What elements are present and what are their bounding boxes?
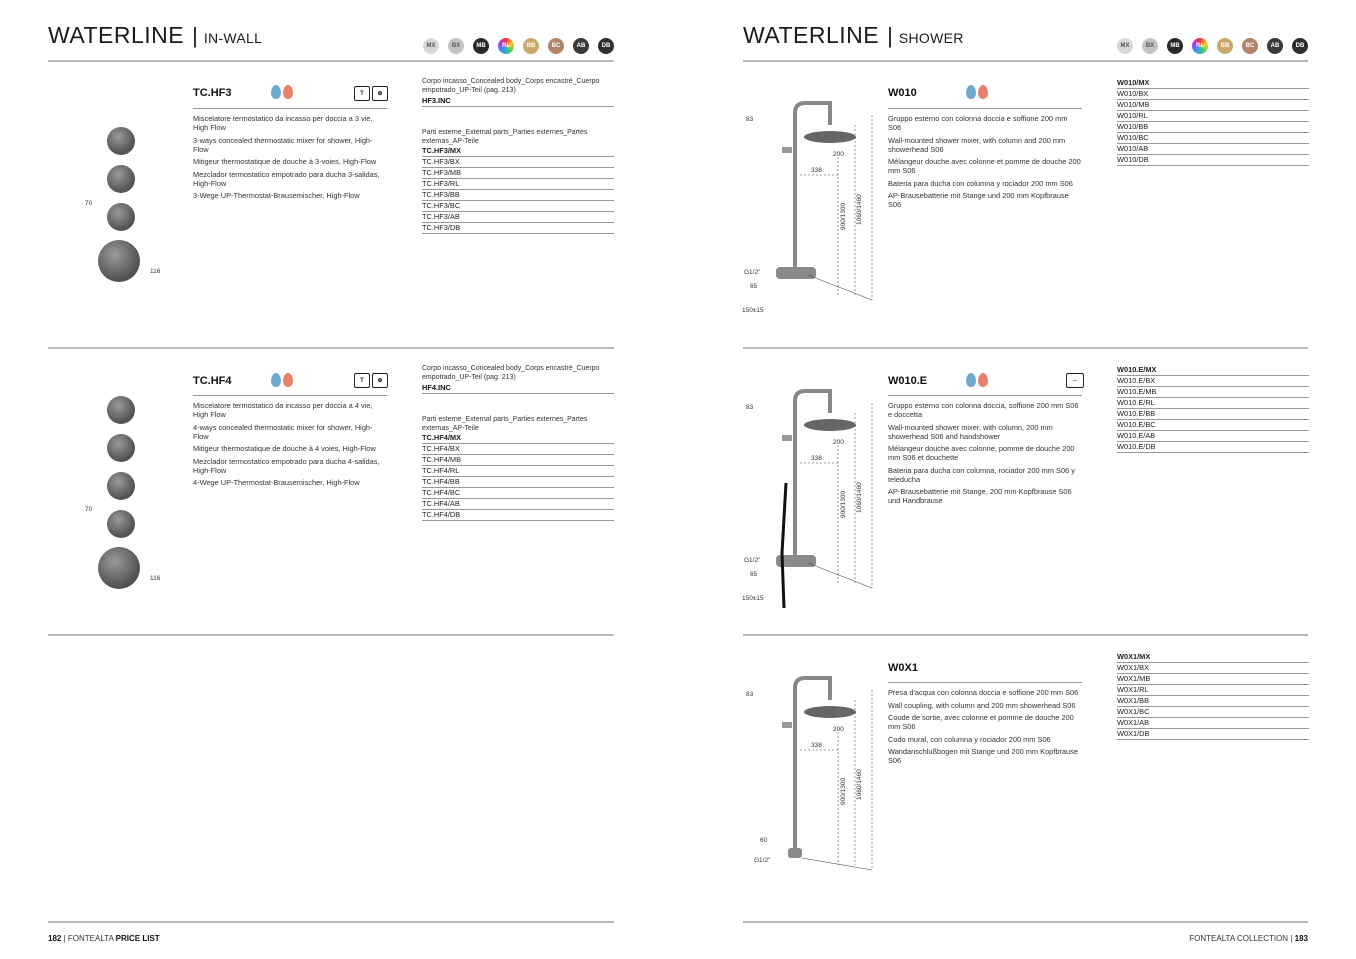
code-row: TC.HF3/AB [422, 212, 614, 223]
code-row: TC.HF3/MX [422, 146, 614, 157]
finish-swatch-rl: RL [1192, 38, 1208, 54]
dimension-label: 60 [760, 837, 768, 844]
dimension-label: 1060/1460 [856, 482, 863, 513]
dimension-label: 200 [833, 726, 844, 733]
dimension-label: 338 [811, 455, 822, 462]
section-subtitle: IN-WALL [203, 30, 263, 46]
parts-list [422, 78, 614, 234]
code-list [1117, 365, 1309, 453]
code-row: W010/BB [1117, 122, 1309, 133]
finish-swatch-db: DB [1292, 38, 1308, 54]
product-description [888, 108, 1082, 213]
knob-image [98, 240, 140, 282]
code-row: TC.HF4/BX [422, 444, 614, 455]
concealed-code: HF3.INC [422, 95, 614, 107]
cold-drop-icon [271, 373, 281, 387]
code-row: W010.E/BX [1117, 376, 1309, 387]
description-es: Mezclador termostatico empotrado para ducha 4-salidas, High-Flow [193, 456, 380, 475]
product-code: W010 [888, 87, 917, 99]
footer-separator: | [63, 934, 66, 943]
code-row: W0X1/AB [1117, 718, 1309, 729]
code-row: W010.E/MX [1117, 365, 1309, 376]
product-code: TC.HF4 [193, 375, 232, 387]
concealed-code: HF4.INC [422, 382, 614, 394]
footer-divider [48, 921, 614, 923]
description-it: Gruppo esterno con colonna doccia, soffione 200 mm S06 e doccetta [888, 401, 1079, 419]
code-row: TC.HF4/BC [422, 488, 614, 499]
code-row: W010.E/DB [1117, 442, 1309, 453]
code-row: W0X1/MB [1117, 674, 1309, 685]
finish-swatch-bx: BX [448, 38, 464, 54]
dimension-label: G1/2" [744, 557, 761, 564]
description-en: Wall-mounted shower mixer, with column and 200 mm showerhead S06 [888, 135, 1066, 154]
description-en: 4-ways concealed thermostatic mixer for shower, High-Flow [193, 422, 373, 441]
footer-divider [743, 921, 1308, 923]
mixer-drawing [80, 120, 180, 290]
footer-title: PRICE LIST [115, 934, 160, 943]
knob-image [107, 165, 135, 193]
hot-cold-icon [271, 373, 293, 387]
footer-brand: FONTEALTA [67, 934, 114, 943]
shower-drawing [738, 670, 888, 880]
diverter-badge-icon: ⊕ [372, 86, 388, 101]
brand-title: WATERLINE [48, 22, 185, 48]
description-es: Codo mural, con columna y rociador 200 mm S06 [888, 734, 1051, 744]
code-row: W010/RL [1117, 111, 1309, 122]
finish-swatch-bc: BC [1242, 38, 1258, 54]
dimension-label: G1/2" [754, 857, 771, 864]
description-it: Gruppo esterno con colonna doccia e soffione 200 mm S06 [888, 114, 1068, 132]
knob-image [98, 547, 140, 589]
diverter-badge-icon: ⊕ [372, 373, 388, 388]
finish-swatch-bx: BX [1142, 38, 1158, 54]
code-row: W0X1/MX [1117, 652, 1309, 663]
dimension-label: 338 [811, 167, 822, 174]
code-row: TC.HF3/DB [422, 223, 614, 234]
code-row: W010/DB [1117, 155, 1309, 166]
dimension-label: 900/1300 [840, 490, 847, 518]
right-page [678, 0, 1356, 959]
description-it: Miscelatore termostatico da incasso per doccia a 3 vie, High Flow [193, 114, 373, 132]
cold-drop-icon [271, 85, 281, 99]
finish-swatch-ab: AB [573, 38, 589, 54]
finish-swatch-mx: MX [1117, 38, 1133, 54]
dimension-label: 116 [150, 268, 161, 275]
hot-drop-icon [978, 373, 988, 387]
code-row: TC.HF3/RL [422, 179, 614, 190]
cold-drop-icon [966, 85, 976, 99]
header-separator: | [192, 23, 198, 48]
page-number: 182 [48, 934, 62, 943]
description-en: Wall-mounted shower mixer, with column, 200 mm showerhead S06 and handshower [888, 422, 1053, 441]
hot-cold-icon [271, 85, 293, 99]
code-row: W0X1/BC [1117, 707, 1309, 718]
code-row: W010/BX [1117, 89, 1309, 100]
header-separator: | [887, 23, 893, 48]
hot-cold-icon [966, 85, 988, 99]
product-code: TC.HF3 [193, 87, 232, 99]
code-row: W010.E/MB [1117, 387, 1309, 398]
product-description [888, 682, 1082, 769]
footer-brand: FONTEALTA COLLECTION [1189, 934, 1289, 943]
description-it: Miscelatore termostatico da incasso per doccia a 4 vie, High Flow [193, 401, 373, 419]
description-de: 4-Wege UP-Thermostat-Brausemischer, High-Flow [193, 478, 360, 487]
external-caption: Parti esterne_External parts_Parties externes_Partes externas_AP-Teile [422, 129, 588, 145]
description-de: AP-Brausebatterie mit Stange und 200 mm Kopfbrause S06 [888, 191, 1069, 209]
footer-separator: | [1290, 934, 1293, 943]
dimension-label: 70 [85, 506, 93, 513]
code-row: TC.HF3/BX [422, 157, 614, 168]
cold-drop-icon [966, 373, 976, 387]
product-description [888, 395, 1082, 509]
parts-list [422, 365, 614, 521]
dimension-label: 83 [746, 691, 754, 698]
finish-swatch-rl: RL [498, 38, 514, 54]
code-row: W010.E/RL [1117, 398, 1309, 409]
finish-swatch-mx: MX [423, 38, 439, 54]
code-row: W010.E/BC [1117, 420, 1309, 431]
dimension-label: 83 [746, 404, 754, 411]
code-row: W010/AB [1117, 144, 1309, 155]
right-header [743, 22, 964, 52]
header-divider [48, 60, 614, 62]
code-row: W010.E/BB [1117, 409, 1309, 420]
code-row: TC.HF3/BB [422, 190, 614, 201]
description-fr: Coude de sortie, avec colonne et pomme de douche 200 mm S06 [888, 713, 1074, 731]
concealed-caption: Corpo incasso_Concealed body_Corps encastré_Cuerpo empotrado_UP-Teil (pag. 213) [422, 78, 600, 94]
code-row: TC.HF3/BC [422, 201, 614, 212]
finish-swatch-bc: BC [548, 38, 564, 54]
thermostatic-badge-icon: T [354, 373, 370, 388]
dimension-label: 65 [750, 283, 758, 290]
finish-swatch-db: DB [598, 38, 614, 54]
finish-swatch-bb: BB [1217, 38, 1233, 54]
header-divider [743, 60, 1308, 62]
shower-column-handshower-image [738, 383, 888, 613]
concealed-caption: Corpo incasso_Concealed body_Corps encastré_Cuerpo empotrado_UP-Teil (pag. 213) [422, 365, 600, 381]
description-es: Bateria para ducha con columna, rociador 200 mm S06 y teleducha [888, 465, 1075, 484]
shower-drawing [738, 95, 888, 325]
code-row: W0X1/RL [1117, 685, 1309, 696]
section-divider [743, 347, 1308, 349]
product-description [193, 108, 387, 204]
product-description [193, 395, 387, 491]
knob-image [107, 472, 135, 500]
right-footer [1189, 934, 1308, 943]
left-header [48, 22, 262, 52]
code-row: TC.HF4/MX [422, 433, 614, 444]
knob-image [107, 434, 135, 462]
code-row: TC.HF4/BB [422, 477, 614, 488]
knob-image [107, 396, 135, 424]
dimension-label: 1060/1460 [856, 769, 863, 800]
description-de: Wandanschlußbogen mit Stange und 200 mm Kopfbrause S06 [888, 747, 1078, 765]
description-es: Bateria para ducha con columna y rociador 200 mm S06 [888, 178, 1073, 188]
description-fr: Mélangeur douche avec colonne et pomme de douche 200 mm S06 [888, 157, 1081, 175]
code-row: TC.HF3/MB [422, 168, 614, 179]
code-row: W0X1/DB [1117, 729, 1309, 740]
finish-swatch-ab: AB [1267, 38, 1283, 54]
dimension-label: 70 [85, 200, 93, 207]
dimension-label: 200 [833, 151, 844, 158]
hot-drop-icon [283, 85, 293, 99]
description-en: 3-ways concealed thermostatic mixer for shower, High-Flow [193, 135, 373, 154]
code-list [1117, 78, 1309, 166]
code-row: TC.HF4/DB [422, 510, 614, 521]
left-footer [48, 934, 160, 943]
description-de: 3-Wege UP-Thermostat-Brausemischer, High-Flow [193, 191, 360, 200]
shower-column-image [738, 670, 888, 880]
dimension-label: 338 [811, 742, 822, 749]
knob-image [107, 510, 135, 538]
code-row: W010/MX [1117, 78, 1309, 89]
description-fr: Mélangeur douche avec colonne, pomme de douche 200 mm S06 et douchette [888, 444, 1075, 462]
finish-swatch-mb: MB [1167, 38, 1183, 54]
code-list [1117, 652, 1309, 740]
code-row: W0X1/BX [1117, 663, 1309, 674]
dimension-label: 900/1300 [840, 777, 847, 805]
code-row: W010/MB [1117, 100, 1309, 111]
finish-swatch-bb: BB [523, 38, 539, 54]
dimension-label: 65 [750, 571, 758, 578]
section-subtitle: SHOWER [898, 30, 964, 46]
diverter-badge-icon: ⇔ [1066, 373, 1084, 388]
brand-title: WATERLINE [743, 22, 880, 48]
dimension-label: G1/2" [744, 269, 761, 276]
description-fr: Mitigeur thermostatique de douche à 4 voies, High-Flow [193, 444, 376, 453]
thermostatic-badge-icon: T [354, 86, 370, 101]
section-divider [48, 347, 614, 349]
description-it: Presa d'acqua con colonna doccia e soffione 200 mm S06 [888, 688, 1079, 697]
dimension-label: 900/1300 [840, 202, 847, 230]
page-number: 183 [1294, 934, 1308, 943]
code-row: W010/BC [1117, 133, 1309, 144]
code-row: W0X1/BB [1117, 696, 1309, 707]
product-code: W010.E [888, 375, 928, 387]
description-es: Mezclador termostatico empotrado para ducha 3-salidas, High-Flow [193, 169, 380, 188]
description-fr: Mitigeur thermostatique de douche à 3-voies, High-Flow [193, 157, 377, 166]
code-row: TC.HF4/RL [422, 466, 614, 477]
knob-image [107, 127, 135, 155]
section-divider [743, 634, 1308, 636]
product-code: W0X1 [888, 662, 918, 674]
dimension-label: 200 [833, 439, 844, 446]
shower-drawing [738, 383, 888, 613]
hot-drop-icon [978, 85, 988, 99]
hot-drop-icon [283, 373, 293, 387]
mixer-drawing [80, 390, 180, 600]
hot-cold-icon [966, 373, 988, 387]
shower-column-image [738, 95, 888, 325]
dimension-label: 150±15 [742, 307, 764, 314]
dimension-label: 83 [746, 116, 754, 123]
finish-swatch-mb: MB [473, 38, 489, 54]
section-divider [48, 634, 614, 636]
dimension-label: 1060/1460 [856, 194, 863, 225]
code-row: W010.E/AB [1117, 431, 1309, 442]
description-en: Wall coupling, with column and 200 mm showerhead S06 [888, 700, 1076, 710]
description-de: AP-Brausebatterie mit Stange, 200 mm Kopfbrause S06 und Handbrause [888, 487, 1072, 505]
knob-image [107, 203, 135, 231]
finish-swatches [1117, 38, 1308, 54]
dimension-label: 116 [150, 575, 161, 582]
code-row: TC.HF4/AB [422, 499, 614, 510]
code-row: TC.HF4/MB [422, 455, 614, 466]
finish-swatches [423, 38, 614, 54]
dimension-label: 150±15 [742, 595, 764, 602]
external-caption: Parti esterne_External parts_Parties externes_Partes externas_AP-Teile [422, 416, 588, 432]
